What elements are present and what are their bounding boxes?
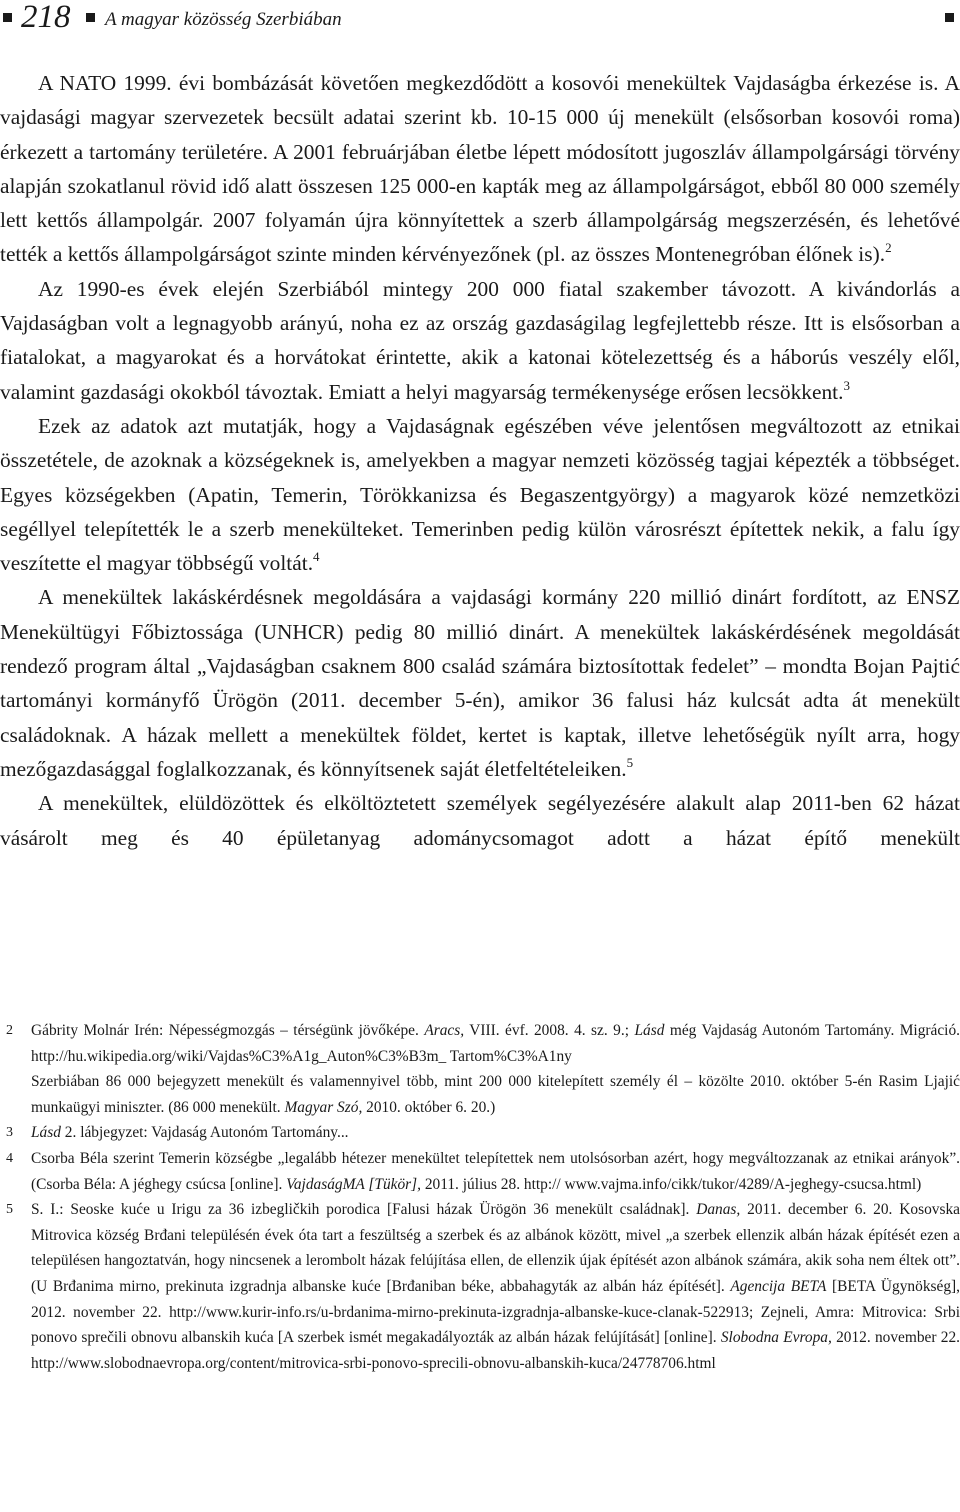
footnote-italic-text: Aracs,	[424, 1022, 465, 1039]
footnote-text-part: 2. lábjegyzet: Vajdaság Autonóm Tartomány...	[60, 1124, 349, 1142]
footnote-text-part: 2010. október 6. 20.)	[362, 1098, 496, 1116]
footnote-italic-text: Agencija BETA	[730, 1277, 827, 1295]
paragraph	[0, 786, 960, 855]
paragraph	[0, 66, 960, 272]
footnote-text	[31, 1146, 960, 1197]
footnote	[0, 1018, 960, 1120]
footnote	[0, 1120, 960, 1146]
footnote-number: 2	[6, 1023, 13, 1038]
footnote-text-part: S. I.: Seoske kuće u Irigu za 36 izbegličkih porodica [Falusi házak Ürögön 36 menekült családnak].	[31, 1201, 697, 1219]
footnote-ref: 3	[843, 377, 850, 393]
footnote-text-part: 2011. július 28. http:// www.vajma.info/cikk/tukor/4289/A-jeghegy-csucsa.html)	[421, 1175, 922, 1193]
paragraph-text: A menekültek lakáskérdésnek megoldására a vajdasági kormány 220 millió dinárt fordított, az ENSZ Menekültügyi Főbiztossága (UNHCR) pedig 80 millió dinárt. A menekültek lakáskérdésének megoldását rendező program által „Vajdaságban csaknem 800 család számára biztosítottak fedelet” – mondta Bojan Pajtić tartományi kormányfő Ürögön (2011. december 5-én), amikor 36 falusi ház kulcsát adta át menekült családoknak. A házak mellett a menekültek földet, kertet is kaptak, illetve lehetőségük nyílt arra, hogy mezőgazdasággal foglalkozzanak, és könnyítsenek saját életfeltételeiken.	[0, 585, 960, 781]
paragraph-text: A menekültek, elüldözöttek és elköltöztetett személyek segélyezésére alakult alap 2011-ben 62 házat vásárolt meg és 40 épületanyag adománycsomagot adott a házat építő menekült	[0, 791, 960, 850]
footnote-italic-text: Slobodna Evropa,	[720, 1329, 832, 1347]
body-text	[0, 66, 960, 855]
running-title: A magyar közösség Szerbiában	[105, 9, 342, 30]
footnote-number: 5	[6, 1202, 13, 1218]
footnote	[0, 1197, 960, 1376]
footnote-text	[31, 1120, 960, 1146]
header-square-mid-icon	[86, 13, 95, 22]
footnote-italic-text: Magyar Szó,	[284, 1098, 363, 1116]
footnote-ref: 5	[626, 754, 634, 770]
footnote-text-continuation	[31, 1069, 960, 1120]
paragraph	[0, 272, 960, 409]
footnote-text	[31, 1018, 960, 1069]
footnote-text-part: 2012. november 22. http://www.slobodnaevropa.org/content/mitrovica-srbi-ponovo-sprecili-obnovu-albanskih-kuca/24778706.html	[31, 1329, 960, 1372]
footnote-ref: 4	[313, 549, 320, 565]
header-square-left-icon	[3, 13, 12, 22]
paragraph-text: Az 1990-es évek elején Szerbiából mintegy 200 000 fiatal szakember távozott. A kivándorlás a Vajdaságban volt a legnagyobb arányú, noha ez az ország gazdaságilag legfejlettebb része. Itt is elsősorban a fiatalokat, a magyarokat és a horvátokat érintette, akik a katonai kötelezettség és a háborús veszély elől, valamint gazdasági okokból távoztak. Emiatt a helyi magyarság termékenysége erősen lecsökkent.	[0, 276, 960, 404]
running-header	[0, 0, 960, 40]
paragraph	[0, 580, 960, 786]
footnote-text-part: Szerbiában 86 000 bejegyzett menekült és valamennyivel több, mint 200 000 kitelepített személy él – közölte 2010. október 5-én Rasim Ljajić munkaügyi miniszter. (86 000 menekült.	[31, 1073, 960, 1116]
footnote-number: 4	[6, 1150, 13, 1166]
paragraph	[0, 409, 960, 580]
footnote-text-part: VIII. évf. 2008. 4. sz. 9.;	[464, 1022, 635, 1039]
page-number: 218	[21, 0, 71, 35]
footnote-italic-text: Danas,	[696, 1201, 741, 1219]
paragraph-text: Ezek az adatok azt mutatják, hogy a Vajdaságnak egészében véve jelentősen megváltozott az etnikai összetétele, de azoknak a községeknek is, amelyekben a magyar nemzeti közösség tagjai képezték a többséget. Egyes községekben (Apatin, Temerin, Törökkanizsa és Begaszentgyörgy) a magyarok közé nemzetközi segéllyel telepítették le a szerb menekülteket. Temerinben pedig külön városrészt építettek nekik, a falu így veszítette el magyar többségű voltát.	[0, 413, 960, 576]
footnote-italic-text: Lásd	[31, 1124, 61, 1142]
footnote-text-part: Csorba Béla szerint Temerin községbe „legalább hétezer menekültet telepítettek nem utolsósorban azért, hogy megváltozzanak az etnikai arányok”. (Csorba Béla: A jéghegy csúcsa [online].	[31, 1149, 960, 1193]
footnote-ref: 2	[885, 240, 892, 256]
paragraph-text: A NATO 1999. évi bombázását követően megkezdődött a kosovói menekültek Vajdaságba érkezése is. A vajdasági magyar szervezetek becsült adatai szerint kb. 10-15 000 új menekült (elsősorban kosovói roma) érkezett a tartomány területére. A 2001 februárjában életbe lépett módosított jugoszláv állampolgársági törvény alapján szokatlanul rövid idő alatt összesen 125 000-en kapták meg az állampolgárságot, ebből 80 000 személy lett kettős állampolgár. 2007 folyamán újra könnyítettek a szerb állampolgárság megszerzésén, és lehetővé tették a kettős állampolgárságot szinte minden kérvényezőnek (pl. az összes Montenegróban élőnek is).	[0, 71, 960, 267]
footnote-italic-text: Lásd	[634, 1022, 665, 1039]
footnote-text-part: Gábrity Molnár Irén: Népességmozgás – térségünk jövőképe.	[31, 1022, 425, 1039]
footnotes	[0, 1018, 960, 1376]
footnote-text-part: [BETA Ügynökség], 2012. november 22. http://www.kurir-info.rs/u-brdanima-mirno-prekinuta-izgradnja-albanske-kuce-clanak-522913; Zejneli, Amra: Mitrovica: Srbi ponovo sprečili obnovu albanskih kuća [A szerbek ismét megakadályozták az albán házak felújítását] [online].	[31, 1277, 960, 1347]
footnote-number: 3	[6, 1125, 13, 1141]
header-square-right-icon	[945, 13, 954, 22]
footnote-text-part: 2011. december 6. 20. Kosovska Mitrovica község Brđani településén évek óta tart a feszültség a szerbek és az albánok között, mivel „a szerbek ellenzik albán házak építését ezen a településen hangoztatván, hogy nincsenek a lerombolt házak felújítása ellen, de ellenzik újak építését azon albánok számára, akik soha nem éltek ott”. (U Brđanima mirno, prekinuta izgradnja albanske kuće [Brđaniban béke, abbahagyták az albán ház építését].	[31, 1201, 960, 1295]
footnote	[0, 1146, 960, 1197]
footnote-text-part: még Vajdaság Autonóm Tartomány. Migráció. http://hu.wikipedia.org/wiki/Vajdas%C3%A1g_Auton%C3%B3m_ Tartom%C3%A1ny	[31, 1022, 960, 1065]
footnote-text	[31, 1197, 960, 1376]
footnote-italic-text: VajdaságMA [Tükör],	[286, 1175, 421, 1193]
